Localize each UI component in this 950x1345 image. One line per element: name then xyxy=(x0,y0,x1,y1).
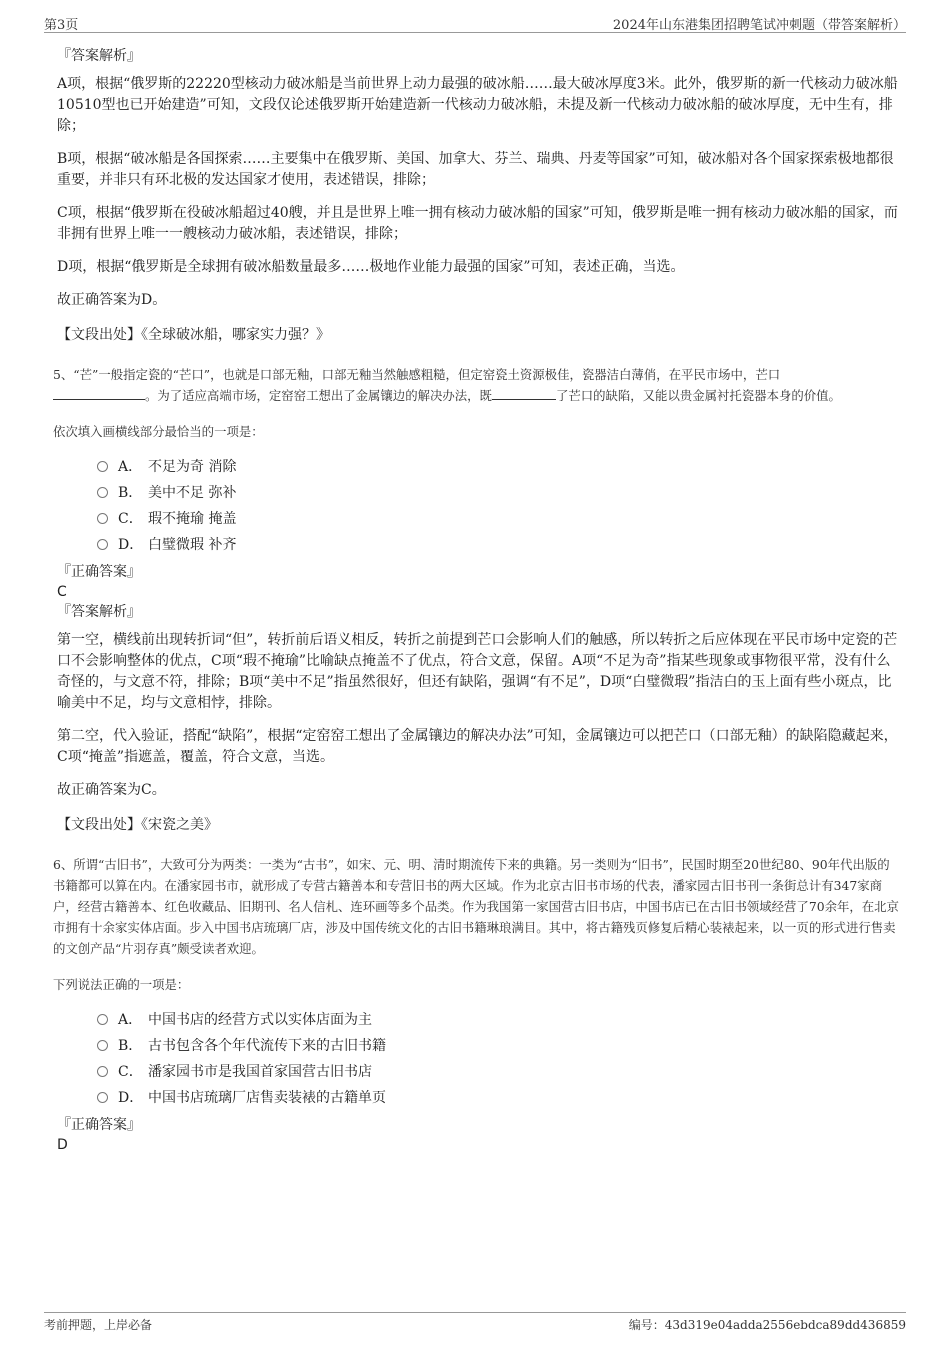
q5-stem xyxy=(53,364,902,406)
q5-option-c[interactable] xyxy=(97,506,902,532)
option-letter: A． xyxy=(118,459,143,475)
option-text: 不足为奇 消除 xyxy=(148,459,237,475)
q5-answer: C xyxy=(57,584,67,600)
option-letter: D． xyxy=(118,537,144,553)
option-text: 潘家园书市是我国首家国营古旧书店 xyxy=(148,1064,372,1080)
radio-icon[interactable] xyxy=(97,1040,108,1051)
footer-code: 编号：43d319e04adda2556ebdca89dd436859 xyxy=(628,1318,906,1332)
page-footer xyxy=(44,1312,906,1333)
q6-prompt: 下列说法正确的一项是： xyxy=(53,977,190,992)
option-text: 瑕不掩瑜 掩盖 xyxy=(148,511,237,527)
q5-option-b[interactable] xyxy=(97,480,902,506)
q4-analysis-tag: 『答案解析』 xyxy=(57,48,141,64)
q5-blank-1 xyxy=(53,387,145,400)
radio-icon[interactable] xyxy=(97,461,108,472)
option-letter: D． xyxy=(118,1090,144,1106)
page-content xyxy=(53,46,902,1155)
q4-conclusion: 故正确答案为D。 xyxy=(57,292,167,308)
option-text: 中国书店琉璃厂店售卖装裱的古籍单页 xyxy=(148,1090,386,1106)
q5-stem-a: 5、“芒”一般指定瓷的“芒口”，也就是口部无釉，口部无釉当然触感粗糙，但定窑瓷土资源极佳，瓷器洁白薄俏，在平民市场中，芒口 xyxy=(53,367,781,382)
q5-conclusion: 故正确答案为C。 xyxy=(57,782,166,798)
q5-analysis-2: 第二空，代入验证，搭配“缺陷”，根据“定窑窑工想出了金属镶边的解决办法”可知，金属镶边可以把芒口（口部无釉）的缺陷隐藏起来，C项“掩盖”指遮盖，覆盖，符合文意，当选。 xyxy=(57,728,898,765)
q6-answer-tag: 『正确答案』 xyxy=(57,1117,141,1133)
q5-options xyxy=(57,454,902,558)
q4-analysis-d: D项，根据“俄罗斯是全球拥有破冰船数量最多……极地作业能力最强的国家”可知，表述正确，当选。 xyxy=(57,259,685,275)
footer-slogan: 考前押题，上岸必备 xyxy=(44,1318,153,1332)
radio-icon[interactable] xyxy=(97,487,108,498)
q6-options xyxy=(57,1007,902,1111)
q5-blank-2 xyxy=(492,387,556,400)
option-text: 美中不足 弥补 xyxy=(148,485,237,501)
q5-option-d[interactable] xyxy=(97,532,902,558)
option-letter: B． xyxy=(118,1038,143,1054)
option-text: 白璧微瑕 补齐 xyxy=(148,537,237,553)
option-text: 中国书店的经营方式以实体店面为主 xyxy=(148,1012,372,1028)
q5-stem-c: 了芒口的缺陷，又能以贵金属衬托瓷器本身的价值。 xyxy=(555,388,841,403)
option-letter: C． xyxy=(118,511,143,527)
radio-icon[interactable] xyxy=(97,513,108,524)
q5-option-a[interactable] xyxy=(97,454,902,480)
option-letter: A． xyxy=(118,1012,143,1028)
radio-icon[interactable] xyxy=(97,1066,108,1077)
q6-option-b[interactable] xyxy=(97,1033,902,1059)
q4-analysis-b: B项，根据“破冰船是各国探索……主要集中在俄罗斯、美国、加拿大、芬兰、瑞典、丹麦等国家”可知，破冰船对各个国家探索极地都很重要，并非只有环北极的发达国家才使用，表述错误，排除； xyxy=(57,151,894,188)
q5-stem-b: 。为了适应高端市场，定窑窑工想出了金属镶边的解决办法，既 xyxy=(145,388,492,403)
document-title: 2024年山东港集团招聘笔试冲刺题（带答案解析） xyxy=(612,18,906,33)
radio-icon[interactable] xyxy=(97,1014,108,1025)
page-number: 第3页 xyxy=(44,18,79,33)
radio-icon[interactable] xyxy=(97,1092,108,1103)
q6-option-d[interactable] xyxy=(97,1085,902,1111)
q4-analysis-c: C项，根据“俄罗斯在役破冰船超过40艘，并且是世界上唯一拥有核动力破冰船的国家”可知，俄罗斯是唯一拥有核动力破冰船的国家，而非拥有世界上唯一一艘核动力破冰船，表述错误，排除； xyxy=(57,205,898,242)
option-text: 古书包含各个年代流传下来的古旧书籍 xyxy=(148,1038,386,1054)
q5-answer-tag: 『正确答案』 xyxy=(57,564,141,580)
q5-prompt: 依次填入画横线部分最恰当的一项是： xyxy=(53,424,264,439)
q4-analysis-a: A项，根据“俄罗斯的22220型核动力破冰船是当前世界上动力最强的破冰船……最大破冰厚度3米。此外，俄罗斯的新一代核动力破冰船10510型也已开始建造”可知，文段仅论述俄罗斯开始建造新一代核动力破冰船，未提及新一代核动力破冰船的破冰厚度，无中生有，排除； xyxy=(57,76,898,134)
q6-option-c[interactable] xyxy=(97,1059,902,1085)
q4-source: 【文段出处】《全球破冰船，哪家实力强？》 xyxy=(57,327,330,343)
option-letter: C． xyxy=(118,1064,143,1080)
q6-answer: D xyxy=(57,1137,68,1153)
q5-analysis-tag: 『答案解析』 xyxy=(57,604,141,620)
q5-analysis-1: 第一空，横线前出现转折词“但”，转折前后语义相反，转折之前提到芒口会影响人们的触感，所以转折之后应体现在平民市场中定瓷的芒口不会影响整体的优点，C项“瑕不掩瑜”比喻缺点掩盖不了优点，符合文意，保留。A项“不足为奇”指某些现象或事物很平常，没有什么奇怪的，与文意不符，排除；B项“美中不足”指虽然很好，但还有缺陷，强调“有不足”，D项“白璧微瑕”指洁白的玉上面有些小斑点，比喻美中不足，均与文意相悖，排除。 xyxy=(57,632,898,711)
q5-source: 【文段出处】《宋瓷之美》 xyxy=(57,817,218,833)
page-header xyxy=(44,12,906,33)
q6-stem: 6、所谓“古旧书”，大致可分为两类：一类为“古书”，如宋、元、明、清时期流传下来的典籍。另一类则为“旧书”，民国时期至20世纪80、90年代出版的书籍都可以算在内。在潘家园书市，就形成了专营古籍善本和专营旧书的两大区域。作为北京古旧书市场的代表，潘家园古旧书刊一条街总计有347家商户，经营古籍善本、红色收藏品、旧期刊、名人信札、连环画等多个品类。作为我国第一家国营古旧书店，中国书店已在古旧书领域经营了70余年，在北京市拥有十余家实体店面。步入中国书店琉璃厂店，涉及中国传统文化的古旧书籍琳琅满目。其中，将古籍残页修复后精心装裱起来，以一页的形式进行售卖的文创产品“片羽存真”颇受读者欢迎。 xyxy=(53,857,899,956)
q6-option-a[interactable] xyxy=(97,1007,902,1033)
radio-icon[interactable] xyxy=(97,539,108,550)
option-letter: B． xyxy=(118,485,143,501)
